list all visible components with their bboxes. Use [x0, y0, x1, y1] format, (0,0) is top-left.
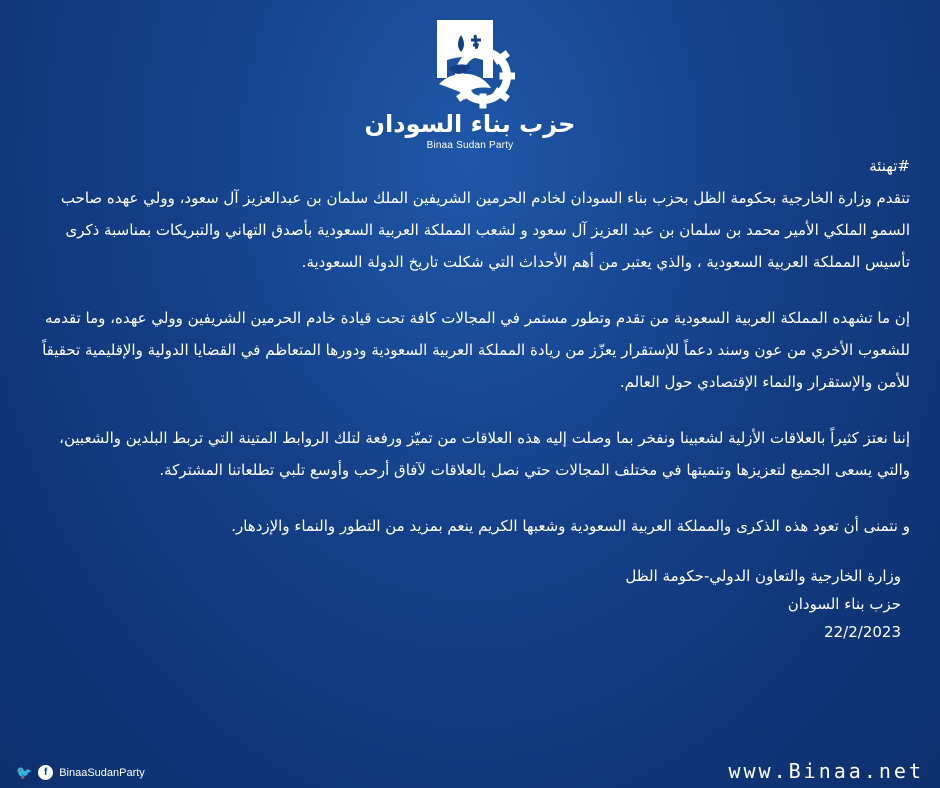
social-handle-text: BinaaSudanParty	[59, 766, 145, 779]
message-paragraph: إننا نعتز كثيراً بالعلاقات الأزلية لشعبينا ونفخر بما وصلت إليه هذه العلاقات من تميّز ورفعة لتلك الروابط المتينة التي تربط البلدين والشعبين، والتي يسعى الجميع لتعزيزها وتنميتها في مختلف المجالات حتي نصل بالعلاقات لآفاق أرحب وأوسع تلبي تطلعاتنا المشتركة.	[59, 429, 910, 479]
party-name-english: Binaa Sudan Party	[426, 140, 514, 152]
party-emblem-icon	[425, 10, 515, 110]
message-paragraph: و نتمنى أن تعود هذه الذكرى والمملكة العربية السعودية وشعبها الكريم ينعم بمزيد من التطور والنماء والإزدهار.	[231, 517, 910, 535]
party-name-arabic: حزب بناء السودان	[364, 110, 576, 138]
signature-date: 22/2/2023	[824, 623, 901, 641]
facebook-icon: f	[38, 765, 53, 780]
message-signature	[32, 562, 901, 646]
message-body	[32, 150, 910, 646]
social-handle	[16, 765, 145, 780]
twitter-icon: 🐦	[16, 765, 33, 780]
signature-party: حزب بناء السودان	[787, 595, 901, 613]
website-address: www.Binaa.net	[728, 759, 924, 783]
message-hashtag: #تهنئة	[869, 157, 910, 175]
message-paragraph: تتقدم وزارة الخارجية بحكومة الظل بحزب بناء السودان لخادم الحرمين الشريفين الملك سلمان بن عبدالعزيز آل سعود، وولي عهده صاحب السمو الملكي الأمير محمد بن سلمان بن عبد العزيز آل سعود و لشعب المملكة العربية السعودية بأصدق التهاني والتبريكات بمناسبة ذكرى تأسيس المملكة العربية السعودية ، والذي يعتبر من أهم الأحداث التي شكلت تاريخ الدولة السعودية.	[60, 189, 910, 271]
message-paragraph: إن ما تشهده المملكة العربية السعودية من تقدم وتطور مستمر في المجالات كافة تحت قيادة خادم الحرمين الشريفين وولي عهده، وما تقدمه للشعوب الأخري من عون وسند دعماً للإستقرار يعزّز من ريادة المملكة العربية السعودية ودورها المتعاظم في القضايا الدولية والإقليمية تحقيقاً للأمن والإستقرار والنماء الإقتصادي حول العالم.	[42, 309, 910, 391]
party-logo	[0, 10, 940, 151]
signature-ministry: وزارة الخارجية والتعاون الدولي-حكومة الظل	[625, 567, 901, 585]
